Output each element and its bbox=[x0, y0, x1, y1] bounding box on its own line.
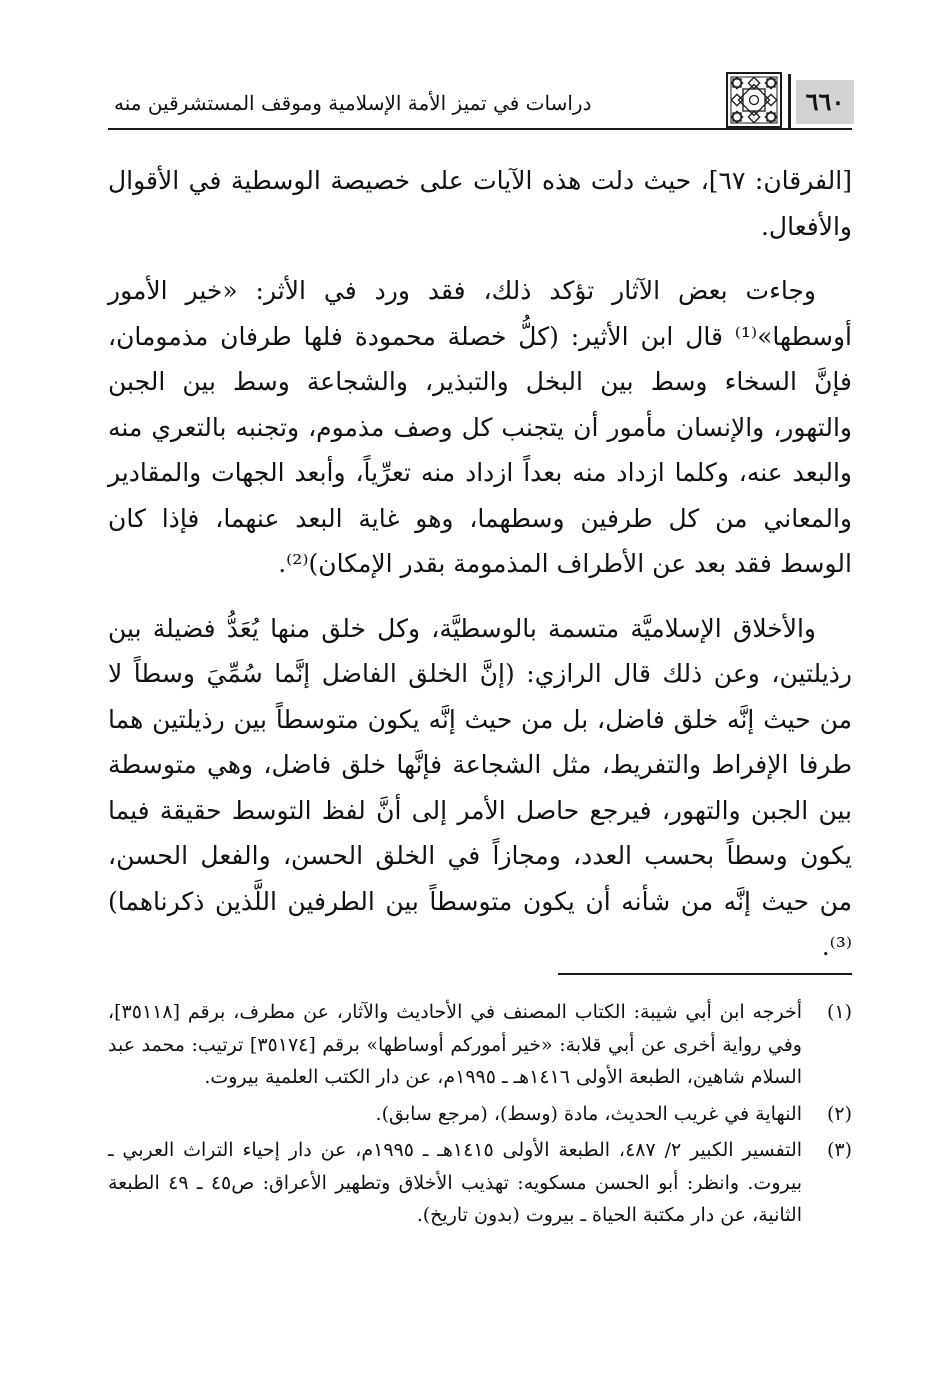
footnote-number: (٢) bbox=[826, 1102, 852, 1125]
paragraph-1: [الفرقان: ٦٧]، حيث دلت هذه الآيات على خصيصة الوسطية في الأقوال والأفعال. bbox=[108, 166, 852, 241]
paragraph-3: والأخلاق الإسلاميَّة متسمة بالوسطيَّة، وكل خلق منها يُعَدُّ فضيلة بين رذيلتين، وعن ذلك قال الرازي: (إنَّ الخلق الفاضل إنَّما سُمِّيَ وسطاً لا من حيث إنَّه خلق فاضل، بل من حيث إنَّه يكون متوسطاً بين رذيلتين هما طرفا الإفراط والتفريط، مثل الشجاعة فإنَّها خلق فاضل، وهي متوسطة بين الجبن والتهور، فيرجع حاصل الأمر إلى أنَّ لفظ التوسط حقيقة فيما يكون وسطاً بحسب العدد، ومجازاً في الخلق الحسن، والفعل الحسن، من حيث إنَّه من شأنه أن يكون متوسطاً بين الطرفين اللَّذين ذكرناهما)⁽³⁾. bbox=[108, 613, 852, 961]
footnote-number: (١) bbox=[826, 1001, 852, 1023]
footnote-text: النهاية في غريب الحديث، مادة (وسط)، (مرجع سابق). bbox=[375, 1102, 802, 1125]
footnote-number: (٣) bbox=[826, 1139, 852, 1161]
footnote-text: أخرجه ابن أبي شيبة: الكتاب المصنف في الأحاديث والآثار، عن مطرف، برقم [٣٥١١٨]، وفي رواية أخرى عن أبي قلابة: «خير أموركم أوساطها» برقم [٣٥١٧٤] ترتيب: محمد عبد السلام شاهين، الطبعة الأولى ١٤١٦هـ ـ ١٩٩٥م، عن دار الكتب العلمية بيروت. bbox=[108, 1001, 802, 1088]
header-rule bbox=[108, 128, 852, 130]
footnote-separator bbox=[558, 973, 852, 975]
page-number: ٦٦٠ bbox=[796, 80, 854, 124]
main-text bbox=[108, 158, 852, 970]
footnote-text: التفسير الكبير ٢/ ٤٨٧، الطبعة الأولى ١٤١٥هـ ـ ١٩٩٥م، عن دار إحياء التراث العربي ـ بيروت. وانظر: أبو الحسن مسكويه: تهذيب الأخلاق وتطهير الأعراق: ص٤٥ ـ ٤٩ الطبعة الثانية، عن دار مكتبة الحياة ـ بيروت (بدون تاريخ). bbox=[108, 1139, 803, 1226]
running-header-title: دراسات في تميز الأمة الإسلامية وموقف المستشرقين منه bbox=[114, 91, 592, 115]
footnote-2 bbox=[108, 1098, 852, 1131]
header-separator bbox=[788, 74, 791, 128]
geometric-star-ornament-icon bbox=[726, 72, 782, 128]
footnote-1 bbox=[108, 996, 852, 1094]
paragraph-2: وجاءت بعض الآثار تؤكد ذلك، فقد ورد في الأثر: «خير الأمور أوسطها»⁽¹⁾ قال ابن الأثير: (كلُّ خصلة محمودة فلها طرفان مذمومان، فإنَّ السخاء وسط بين البخل والتبذير، والشجاعة وسط بين الجبن والتهور، والإنسان مأمور أن يتجنب كل وصف مذموم، وتجنبه بالتعري منه والبعد عنه، وكلما ازداد منه بعداً ازداد منه تعرِّياً، وأبعد الجهات والمقادير والمعاني من كل طرفين وسطهما، وهو غاية البعد عنهما، فإذا كان الوسط فقد بعد عن الأطراف المذمومة بقدر الإمكان)⁽²⁾. bbox=[108, 276, 852, 578]
footnotes bbox=[108, 996, 852, 1236]
footnote-3 bbox=[108, 1134, 852, 1232]
running-header bbox=[108, 72, 852, 130]
